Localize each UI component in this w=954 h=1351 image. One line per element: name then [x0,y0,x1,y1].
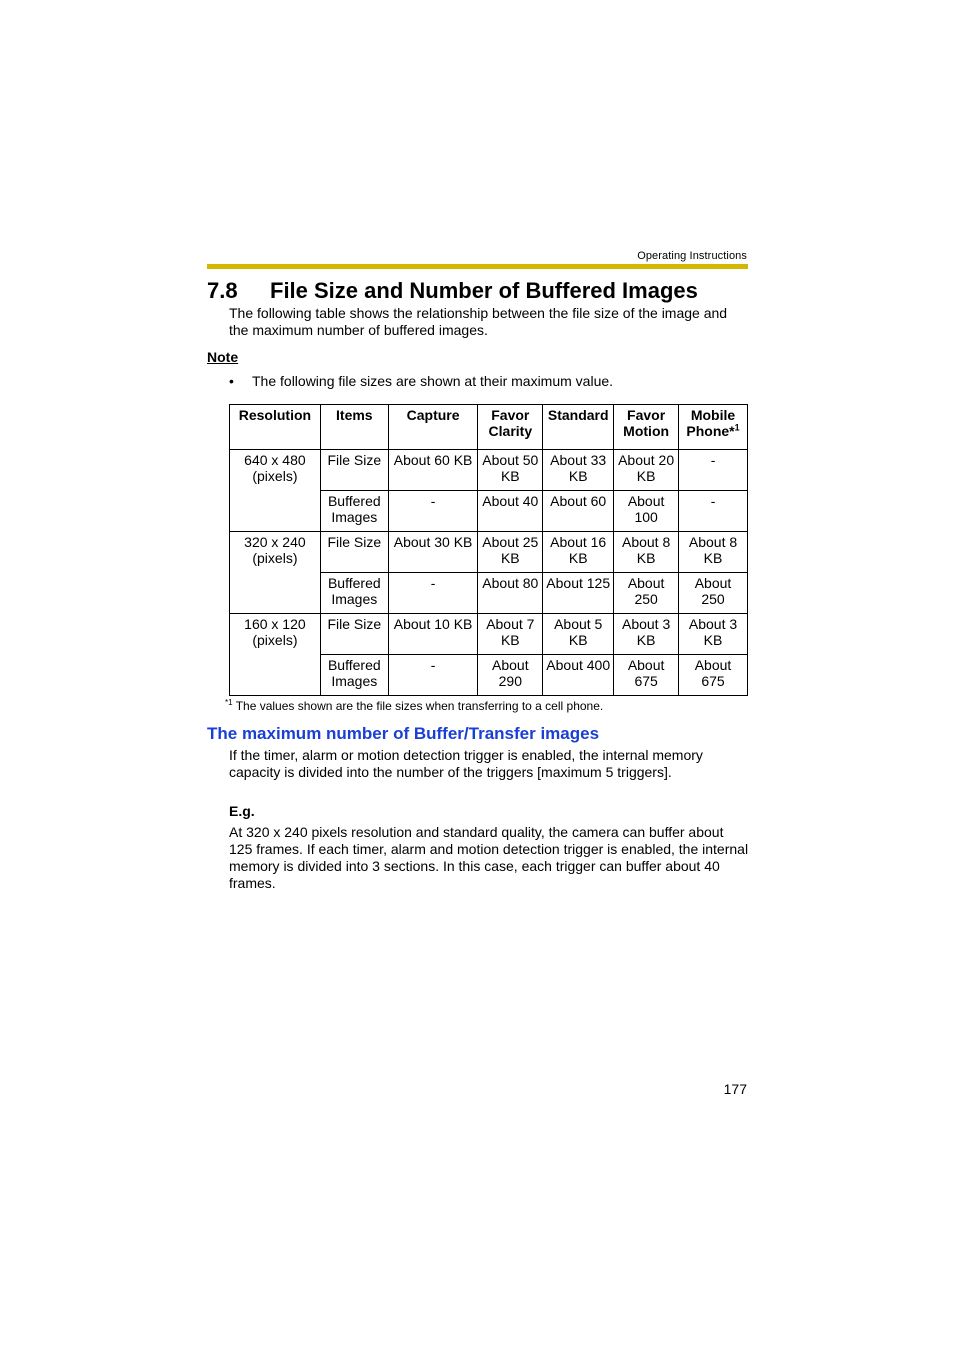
capture-cell: - [388,491,478,532]
subsection-title: The maximum number of Buffer/Transfer images [207,724,600,743]
header-favor-motion: Favor Motion [614,405,679,450]
mobile-phone-cell: - [679,491,748,532]
standard-cell: About 33 KB [543,450,614,491]
resolution-cell: 640 x 480 (pixels) [230,450,321,532]
resolution-cell: 160 x 120 (pixels) [230,614,321,696]
favor-clarity-cell: About 7 KB [478,614,543,655]
page-number: 177 [723,1081,747,1097]
favor-clarity-cell: About 80 [478,573,543,614]
footnote-text: The values shown are the file sizes when transferring to a cell phone. [235,699,604,713]
table-row [230,532,748,573]
favor-clarity-cell: About 25 KB [478,532,543,573]
capture-cell: - [388,573,478,614]
section-title-text: File Size and Number of Buffered Images [270,278,698,303]
bullet-icon: • [229,373,234,389]
favor-motion-cell: About 3 KB [614,614,679,655]
header-standard: Standard [543,405,614,450]
note-heading: Note [207,349,239,365]
favor-motion-cell: About 250 [614,573,679,614]
standard-cell: About 60 [543,491,614,532]
header-mobile-phone [679,405,748,450]
section-intro: The following table shows the relationship between the file size of the image and the maximum number of buffered images. [229,305,728,338]
favor-clarity-cell: About 50 KB [478,450,543,491]
item-cell: File Size [320,614,388,655]
mobile-phone-cell: About 8 KB [679,532,748,573]
example-paragraph: At 320 x 240 pixels resolution and standard quality, the camera can buffer about 125 frames. If each timer, alarm and motion detection trigger is enabled, the internal memory is divided into 3 sections. In this case, each trigger can buffer about 40 frames. [229,824,749,891]
table-header-row [230,405,748,450]
header-rule [207,264,748,269]
resolution-cell: 320 x 240 (pixels) [230,532,321,614]
standard-cell: About 5 KB [543,614,614,655]
mobile-phone-cell: About 3 KB [679,614,748,655]
section-title [207,278,698,304]
standard-cell: About 400 [543,655,614,696]
mobile-phone-cell: About 250 [679,573,748,614]
table-row [230,450,748,491]
example-heading: E.g. [229,803,255,819]
running-header: Operating Instructions [637,250,747,262]
favor-clarity-cell: About 290 [478,655,543,696]
footnote-marker: *1 [225,698,233,707]
subsection-paragraph: If the timer, alarm or motion detection trigger is enabled, the internal memory capacity is divided into the number of the triggers [maximum 5 triggers]. [229,747,703,780]
favor-clarity-cell: About 40 [478,491,543,532]
header-mobile-phone-footnote-marker: 1 [734,422,740,433]
item-cell: Buffered Images [320,655,388,696]
capture-cell: About 30 KB [388,532,478,573]
mobile-phone-cell: - [679,450,748,491]
item-cell: Buffered Images [320,573,388,614]
table-footnote [225,698,603,713]
file-size-table [229,404,748,696]
item-cell: File Size [320,532,388,573]
favor-motion-cell: About 20 KB [614,450,679,491]
standard-cell: About 125 [543,573,614,614]
capture-cell: - [388,655,478,696]
capture-cell: About 60 KB [388,450,478,491]
note-item-text: The following file sizes are shown at their maximum value. [252,373,614,389]
mobile-phone-cell: About 675 [679,655,748,696]
table-row [230,614,748,655]
header-capture: Capture [388,405,478,450]
section-number: 7.8 [207,278,238,303]
capture-cell: About 10 KB [388,614,478,655]
favor-motion-cell: About 675 [614,655,679,696]
item-cell: File Size [320,450,388,491]
header-resolution: Resolution [230,405,321,450]
favor-motion-cell: About 8 KB [614,532,679,573]
standard-cell: About 16 KB [543,532,614,573]
note-item [229,373,613,389]
item-cell: Buffered Images [320,491,388,532]
header-items: Items [320,405,388,450]
header-mobile-phone-text: Mobile Phone* [686,407,736,439]
favor-motion-cell: About 100 [614,491,679,532]
header-favor-clarity: Favor Clarity [478,405,543,450]
